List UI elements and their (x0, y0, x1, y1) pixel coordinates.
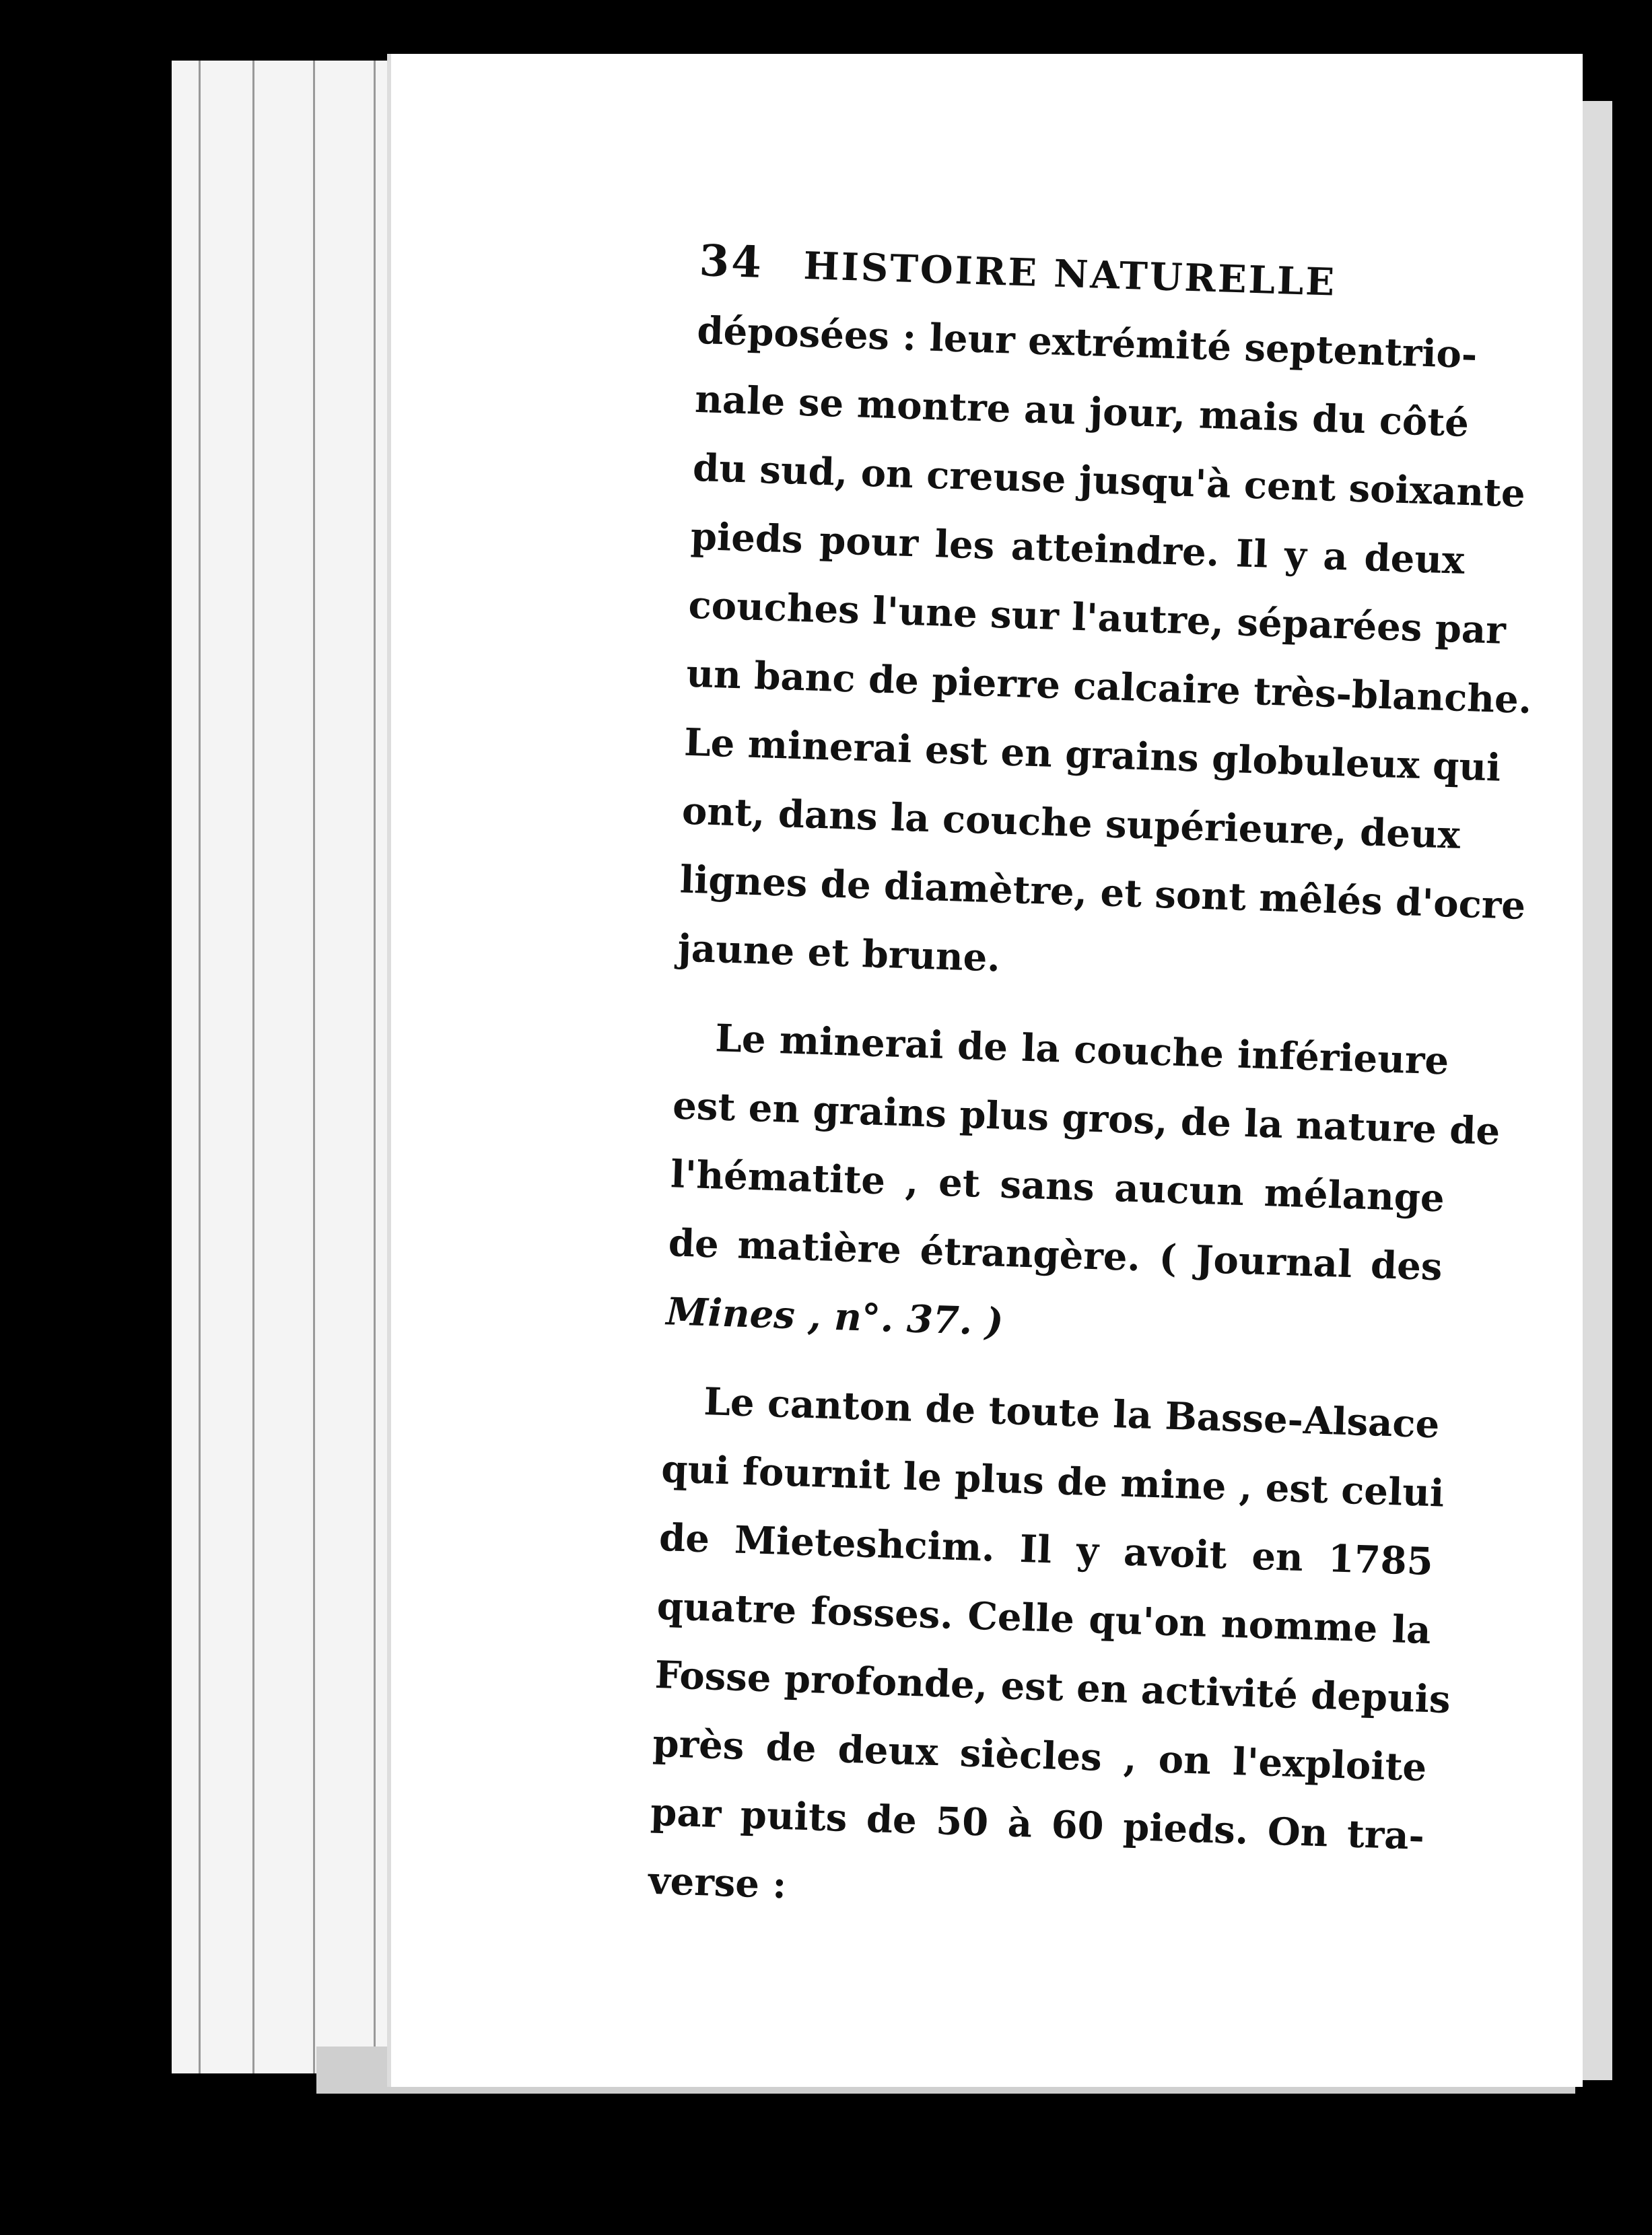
text-line: couches l'une sur l'autre, séparées par (687, 582, 1507, 653)
page-edge-line (252, 61, 254, 2073)
text-line: lignes de diamètre, et sont mêlés d'ocre (679, 857, 1526, 928)
page-text (648, 236, 1533, 1939)
text-line: près de deux siècles , on l'exploite (652, 1721, 1428, 1791)
text-line: nale se montre au jour, mais du côté (694, 376, 1470, 446)
facing-page-edge (1579, 101, 1612, 2080)
page-edge-line (313, 61, 315, 2073)
text-line: est en grains plus gros, de la nature de (672, 1083, 1501, 1154)
text-line: de Mieteshcim. Il y avoit en 1785 (658, 1515, 1434, 1585)
text-line: déposées : leur extrémité septentrio- (696, 308, 1478, 378)
page-number: 34 (698, 236, 765, 288)
text-line: l'hématite , et sans aucun mélange (670, 1152, 1445, 1221)
page-edge-line (374, 61, 376, 2073)
text-line: jaune et brune. (677, 926, 1001, 981)
text-line: un banc de pierre calcaire très-blanche. (685, 651, 1533, 723)
running-head-title: HISTOIRE NATURELLE (802, 243, 1338, 305)
text-line: Le minerai de la couche inférieure (714, 1016, 1450, 1084)
page-edges (172, 61, 415, 2073)
paragraph (665, 1002, 1501, 1370)
text-line: Mines , n°. 37. ) (665, 1289, 1004, 1344)
text-line: de matière étrangère. ( Journal des (667, 1220, 1443, 1290)
text-line: verse : (648, 1858, 788, 1908)
text-line: quatre fosses. Celle qu'on nomme la (656, 1584, 1432, 1653)
text-line: du sud, on creuse jusqu'à cent soixante (692, 445, 1526, 516)
text-line: Le canton de toute la Basse-Alsace (703, 1379, 1441, 1447)
text-line: Le minerai est en grains globuleux qui (683, 720, 1502, 790)
paragraph (677, 296, 1533, 1007)
text-line: pieds pour les atteindre. Il y a deux (689, 514, 1466, 583)
text-line: ont, dans la couche supérieure, deux (681, 788, 1461, 858)
paragraph (648, 1366, 1451, 1939)
page-edge-line (199, 61, 201, 2073)
text-line: Fosse profonde, est en activité depuis (654, 1652, 1451, 1723)
text-line: qui fournit le plus de mine , est celui (660, 1447, 1445, 1516)
text-line: par puits de 50 à 60 pieds. On tra- (650, 1789, 1425, 1859)
